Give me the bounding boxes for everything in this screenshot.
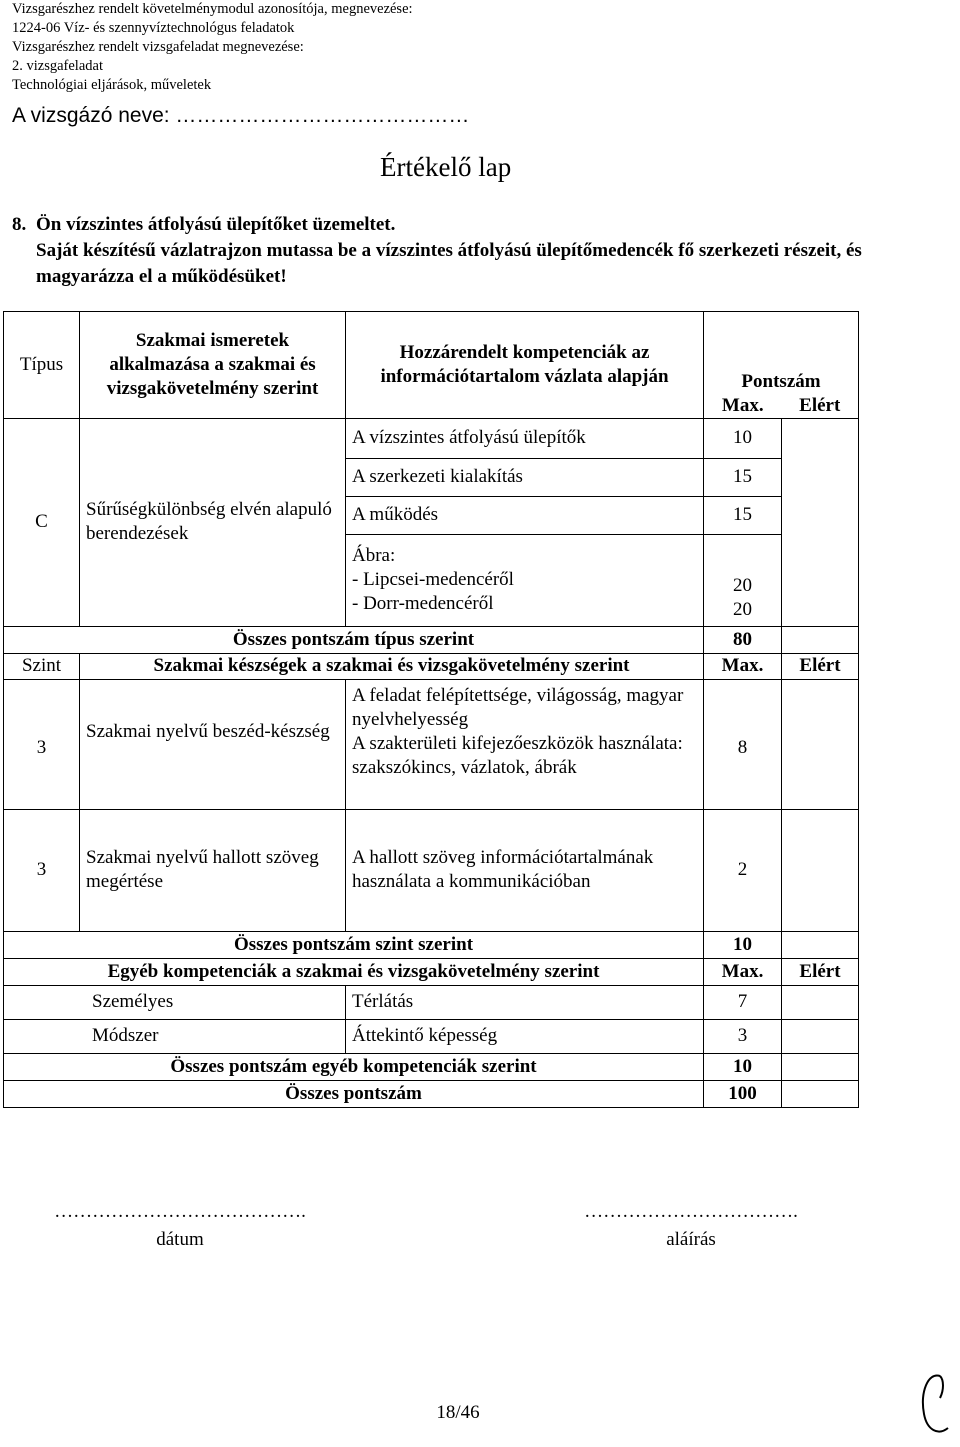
achieved-cell[interactable] (782, 985, 859, 1019)
max-points-cell: 7 (704, 985, 782, 1019)
table-row (4, 679, 859, 809)
signature-dots: ……………………………. (584, 1201, 798, 1222)
knowledge-cell: Sűrűségkülönbség elvén alapuló berendezések (80, 418, 346, 626)
subtotal-row (4, 626, 859, 653)
competence-cell: A szerkezeti kialakítás (346, 458, 704, 496)
max-points-cell: 2 (704, 809, 782, 931)
skill-cell: Szakmai nyelvű beszéd-készség (80, 679, 346, 809)
competence-cell: A működés (346, 496, 704, 534)
figure-item: - Lipcsei-medencéről (352, 569, 514, 590)
max-header: Max. (704, 958, 782, 985)
figure-max-cell (704, 534, 782, 626)
competence-cell: A vízszintes átfolyású ülepítők (346, 418, 704, 458)
achieved-header: Elért (782, 958, 859, 985)
task-description (12, 212, 952, 290)
table-row (4, 809, 859, 931)
other-competences-header: Egyéb kompetenciák a szakmai és vizsgakövetelmény szerint (4, 958, 704, 985)
subtotal-max: 80 (704, 626, 782, 653)
skills-header: Szakmai készségek a szakmai és vizsgakövetelmény szerint (80, 653, 704, 679)
document-header (12, 0, 413, 95)
header-line: Vizsgarészhez rendelt követelménymodul azonosítója, megnevezése: (12, 1, 413, 17)
level-header: Szint (4, 653, 80, 679)
knowledge-header: Szakmai ismeretek alkalmazása a szakmai és vizsgakövetelmény szerint (80, 312, 346, 419)
subtotal-max: 10 (704, 931, 782, 958)
max-points-cell: 10 (704, 418, 782, 458)
achieved-header: Elért (782, 394, 859, 419)
page-title: Értékelő lap (380, 152, 512, 182)
max-points-value: 20 (733, 598, 752, 620)
figure-label: Ábra: (352, 545, 396, 566)
achieved-cell[interactable] (782, 679, 859, 809)
table-row (4, 1019, 859, 1053)
date-dots: …………………………………. (54, 1201, 306, 1222)
grand-total-max: 100 (704, 1080, 782, 1107)
page-number: 18/46 (436, 1402, 480, 1423)
header-line: 1224-06 Víz- és szennyvíztechnológus feladatok (12, 20, 295, 36)
task-line-2: Saját készítésű vázlatrajzon mutassa be a vízszintes átfolyású ülepítőmedencék fő szerkezeti részeit, és magyarázza el a működésüket! (36, 240, 862, 287)
competence-category: Személyes (4, 985, 346, 1019)
competence-header: Hozzárendelt kompetenciák az információtartalom vázlata alapján (346, 312, 704, 419)
achieved-cell[interactable] (782, 418, 859, 626)
skill-description: A szakterületi kifejezőeszközök használata: szakszókincs, vázlatok, ábrák (352, 732, 683, 778)
subtotal-label: Összes pontszám egyéb kompetenciák szerint (4, 1053, 704, 1080)
table-row (4, 985, 859, 1019)
subtotal-achieved[interactable] (782, 626, 859, 653)
header-line: 2. vizsgafeladat (12, 58, 103, 74)
max-points-cell: 15 (704, 458, 782, 496)
date-label: dátum (156, 1229, 204, 1250)
points-header: Pontszám (704, 312, 859, 394)
type-header: Típus (4, 312, 80, 419)
competence-category: Módszer (4, 1019, 346, 1053)
max-points-cell: 8 (704, 679, 782, 809)
grand-total-achieved[interactable] (782, 1080, 859, 1107)
skill-description: A feladat felépítettsége, világosság, magyar nyelvhelyesség (352, 684, 684, 730)
grand-total-label: Összes pontszám (4, 1080, 704, 1107)
competence-name: Térlátás (346, 985, 704, 1019)
subtotal-row (4, 931, 859, 958)
max-points-cell: 3 (704, 1019, 782, 1053)
level-cell: 3 (4, 679, 80, 809)
signature-field[interactable] (536, 1198, 846, 1254)
subtotal-row (4, 1053, 859, 1080)
date-field[interactable] (20, 1198, 340, 1254)
table-header-row (4, 312, 859, 394)
achieved-header: Elért (782, 653, 859, 679)
section-header-row (4, 958, 859, 985)
achieved-cell[interactable] (782, 1019, 859, 1053)
skill-cell: Szakmai nyelvű hallott szöveg megértése (80, 809, 346, 931)
handwritten-initial-icon (918, 1370, 952, 1440)
subtotal-achieved[interactable] (782, 1053, 859, 1080)
section-header-row (4, 653, 859, 679)
figure-item: - Dorr-medencéről (352, 593, 494, 614)
competence-name: Áttekintő képesség (346, 1019, 704, 1053)
subtotal-label: Összes pontszám szint szerint (4, 931, 704, 958)
skill-description-cell (346, 679, 704, 809)
max-points-cell: 15 (704, 496, 782, 534)
subtotal-max: 10 (704, 1053, 782, 1080)
level-cell: 3 (4, 809, 80, 931)
header-line: Technológiai eljárások, műveletek (12, 77, 212, 93)
grand-total-row (4, 1080, 859, 1107)
signature-label: aláírás (666, 1229, 716, 1250)
figure-cell (346, 534, 704, 626)
skill-description: A hallott szöveg információtartalmának használata a kommunikációban (346, 809, 704, 931)
candidate-name-line: A vizsgázó neve: …………………………………… (12, 104, 470, 127)
max-header: Max. (704, 653, 782, 679)
achieved-cell[interactable] (782, 809, 859, 931)
subtotal-achieved[interactable] (782, 931, 859, 958)
type-cell: C (4, 418, 80, 626)
max-header: Max. (704, 394, 782, 419)
task-number: 8. (12, 214, 27, 235)
task-line-1: Ön vízszintes átfolyású ülepítőket üzemeltet. (36, 214, 396, 235)
scoring-table (3, 311, 859, 1108)
table-row (4, 418, 859, 458)
max-points-value: 20 (733, 574, 752, 596)
subtotal-label: Összes pontszám típus szerint (4, 626, 704, 653)
header-line: Vizsgarészhez rendelt vizsgafeladat megnevezése: (12, 39, 304, 55)
